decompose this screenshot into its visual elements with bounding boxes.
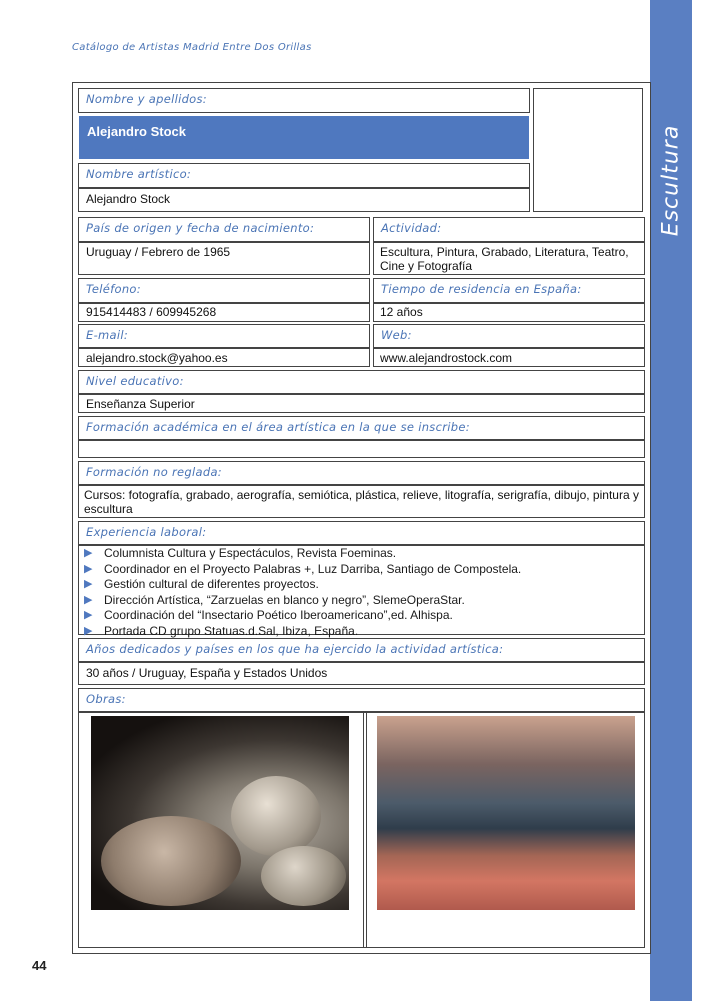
academic-label: Formación académica en el área artística en la que se inscribe: xyxy=(86,420,470,434)
activity-label: Actividad: xyxy=(381,221,442,235)
list-item xyxy=(82,546,521,562)
experience-item: Gestión cultural de diferentes proyectos. xyxy=(104,577,319,591)
sculpture-form xyxy=(101,816,241,906)
nonformal-label: Formación no reglada: xyxy=(86,465,222,479)
list-item xyxy=(82,608,521,624)
artwork-sculpture-image xyxy=(91,716,349,910)
works-label-box xyxy=(78,688,645,712)
bullet-arrow-icon: ▶ xyxy=(84,609,93,621)
experience-label: Experiencia laboral: xyxy=(86,525,207,539)
page-number: 44 xyxy=(32,958,47,973)
residence-label: Tiempo de residencia en España: xyxy=(381,282,582,296)
email-value: alejandro.stock@yahoo.es xyxy=(86,351,228,365)
activity-value: Escultura, Pintura, Grabado, Literatura, Teatro, Cine y Fotografía xyxy=(380,245,629,273)
side-tab-label: Escultura xyxy=(658,124,684,236)
bullet-arrow-icon: ▶ xyxy=(84,624,93,637)
nonformal-value: Cursos: fotografía, grabado, aerografía, semiótica, plástica, relieve, litografía, serigrafía, dibujo, pintura y escultura xyxy=(84,488,639,516)
artistic-name-label: Nombre artístico: xyxy=(86,167,192,181)
years-label: Años dedicados y países en los que ha ejercido la actividad artística: xyxy=(86,642,504,656)
origin-value: Uruguay / Febrero de 1965 xyxy=(86,245,231,259)
experience-item: Dirección Artística, “Zarzuelas en blanco y negro”, SlemeOperaStar. xyxy=(104,592,465,607)
catalog-title: Catálogo de Artistas Madrid Entre Dos Orillas xyxy=(72,42,312,53)
photo-box xyxy=(533,88,643,212)
works-label: Obras: xyxy=(86,692,126,706)
sculpture-form xyxy=(231,776,321,856)
email-label: E-mail: xyxy=(86,328,129,342)
web-value: www.alejandrostock.com xyxy=(380,351,513,365)
education-label: Nivel educativo: xyxy=(86,374,184,388)
phone-label: Teléfono: xyxy=(86,282,141,296)
list-item xyxy=(82,593,521,609)
name-band xyxy=(79,116,529,159)
name-value: Alejandro Stock xyxy=(87,124,186,139)
experience-item: Portada CD grupo Statuas.d.Sal, Ibiza, España. xyxy=(104,623,359,638)
bullet-arrow-icon: ▶ xyxy=(84,562,93,575)
name-label: Nombre y apellidos: xyxy=(86,92,207,106)
phone-value: 915414483 / 609945268 xyxy=(86,305,217,319)
bullet-arrow-icon: ▶ xyxy=(84,578,93,590)
web-label: Web: xyxy=(381,328,412,342)
list-item xyxy=(82,577,521,593)
origin-label: País de origen y fecha de nacimiento: xyxy=(86,221,315,235)
experience-item: Columnista Cultura y Espectáculos, Revista Foeminas. xyxy=(104,546,397,560)
artwork-painting-image xyxy=(377,716,635,910)
web-label-box xyxy=(373,324,645,348)
experience-list xyxy=(82,546,521,639)
artistic-name-value: Alejandro Stock xyxy=(86,192,171,206)
side-tab xyxy=(650,120,692,240)
list-item xyxy=(82,624,521,640)
academic-value-box xyxy=(78,440,645,458)
bullet-arrow-icon: ▶ xyxy=(84,547,93,559)
education-value: Enseñanza Superior xyxy=(86,397,195,411)
experience-item: Coordinador en el Proyecto Palabras +, Luz Darriba, Santiago de Compostela. xyxy=(104,561,522,576)
bullet-arrow-icon: ▶ xyxy=(84,593,93,606)
residence-value: 12 años xyxy=(380,305,423,319)
works-divider xyxy=(363,712,367,948)
experience-item: Coordinación del “Insectario Poético Iberoamericano”,ed. Alhispa. xyxy=(104,608,453,622)
years-value: 30 años / Uruguay, España y Estados Unidos xyxy=(86,666,328,680)
list-item xyxy=(82,562,521,578)
sculpture-form xyxy=(261,846,346,906)
